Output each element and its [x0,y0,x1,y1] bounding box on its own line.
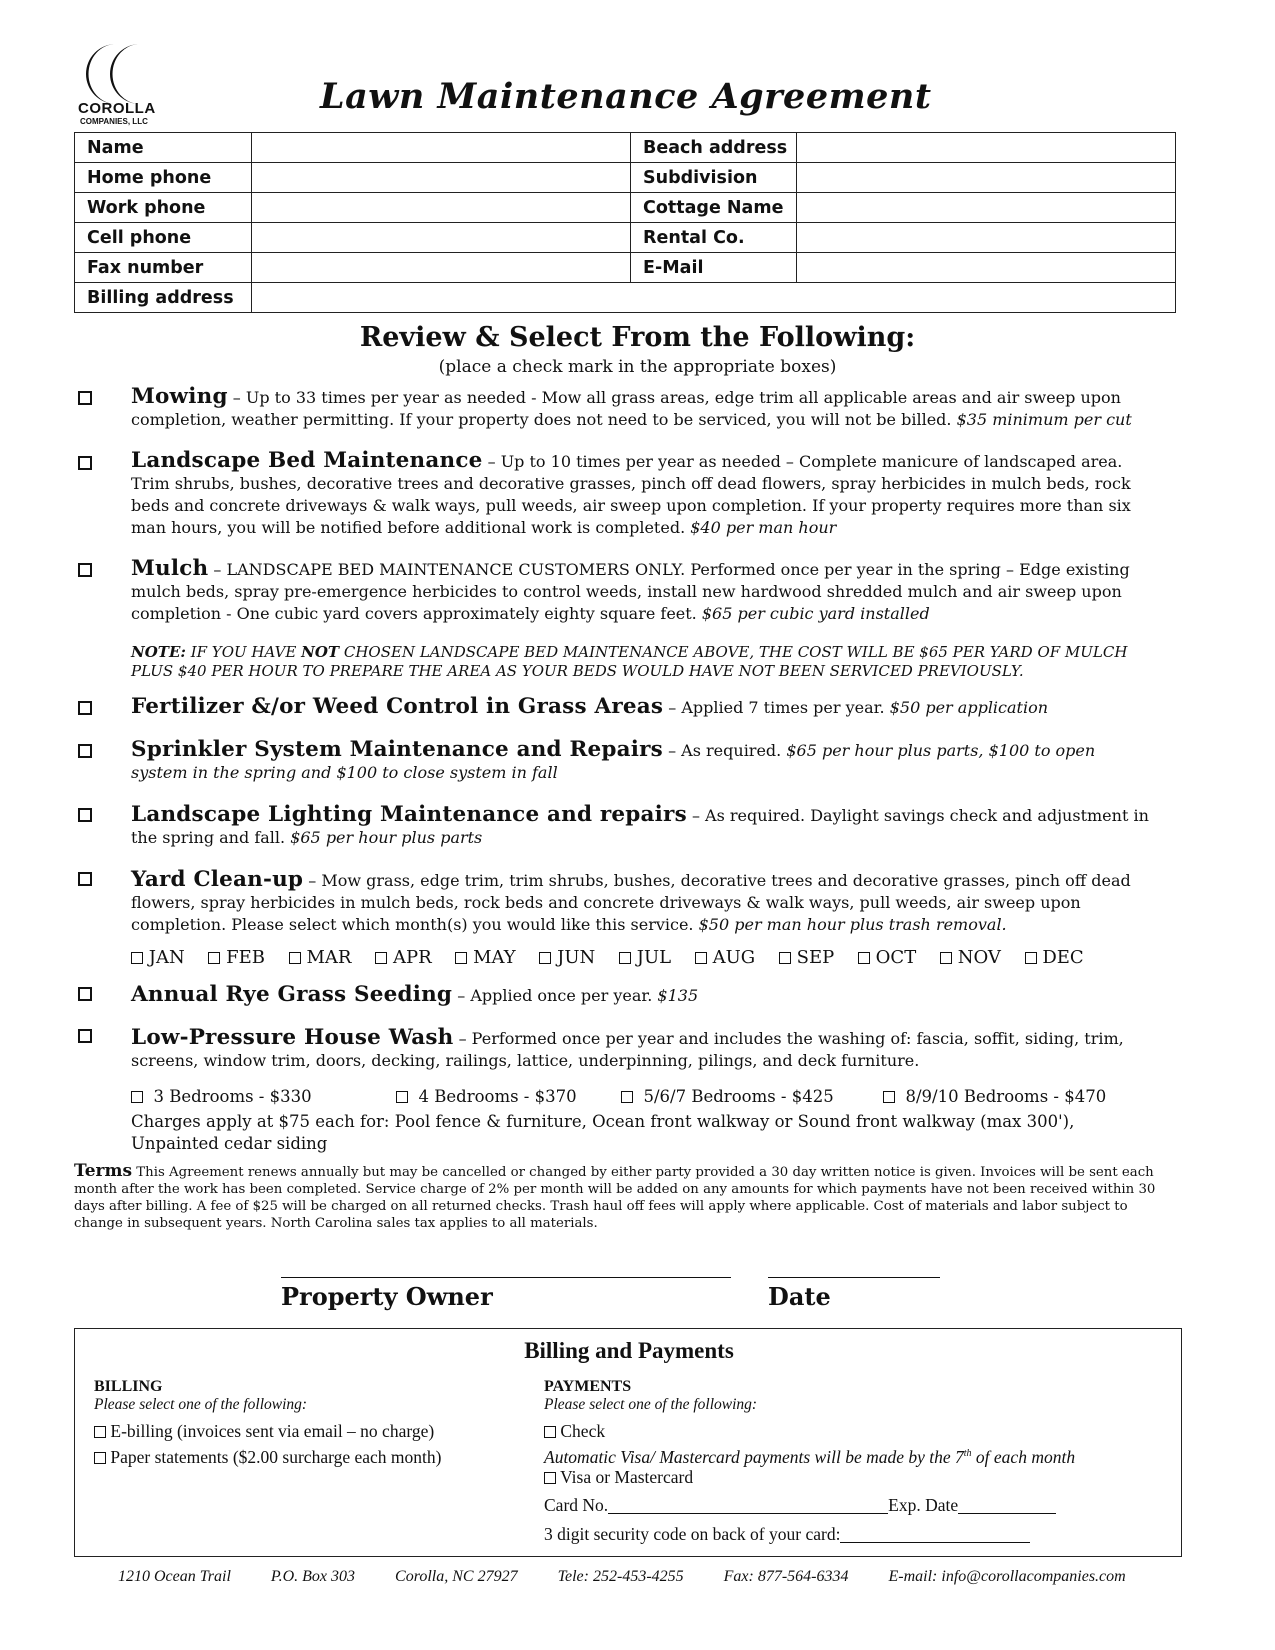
fertilizer-checkbox[interactable] [78,701,92,715]
ebilling-option[interactable]: E-billing (invoices sent via email – no charge) [94,1421,434,1442]
month-option[interactable]: NOV [940,947,1001,968]
review-heading: Review & Select From the Following: [359,322,916,353]
service-name: Mulch [131,556,209,581]
month-checkbox[interactable] [858,952,870,964]
month-option[interactable]: JAN [131,947,185,968]
table-row [75,223,1176,253]
note-label: NOTE: [131,643,186,661]
page-title: Lawn Maintenance Agreement [320,76,932,117]
card-number-label: Card No. [544,1495,609,1515]
month-option[interactable]: JUL [619,947,671,968]
month-checkbox[interactable] [539,952,551,964]
mulch-checkbox[interactable] [78,563,92,577]
landscape-bed-checkbox[interactable] [78,456,92,470]
email-field[interactable] [797,253,1176,283]
month-checkbox[interactable] [131,952,143,964]
service-price: $65 per hour plus parts [290,828,483,847]
sprinkler-checkbox[interactable] [78,744,92,758]
month-selector [131,947,1102,968]
billing-address-field[interactable] [252,283,1176,313]
home-phone-field[interactable] [252,163,631,193]
service-name: Landscape Bed Maintenance [131,448,483,473]
month-checkbox[interactable] [940,952,952,964]
field-label: E-Mail [631,253,797,283]
field-label: Home phone [75,163,252,193]
service-house-wash [131,1027,1156,1072]
service-name: Landscape Lighting Maintenance and repairs [131,802,687,827]
service-price: $40 per man hour [690,518,837,537]
billing-payments-title: Billing and Payments [524,1338,734,1363]
bedroom-checkbox[interactable] [883,1091,895,1103]
beach-address-field[interactable] [797,133,1176,163]
bedroom-checkbox[interactable] [621,1091,633,1103]
table-row [75,283,1176,313]
card-number-row [544,1495,1056,1516]
payments-instruction: Please select one of the following: [544,1396,758,1413]
month-checkbox[interactable] [779,952,791,964]
field-label: Fax number [75,253,252,283]
note-emphasis: NOT [301,643,340,661]
billing-instruction: Please select one of the following: [94,1396,308,1413]
month-checkbox[interactable] [695,952,707,964]
field-label: Work phone [75,193,252,223]
name-field[interactable] [252,133,631,163]
security-code-label: 3 digit security code on back of your card: [544,1524,841,1544]
rye-seeding-checkbox[interactable] [78,987,92,1001]
month-checkbox[interactable] [455,952,467,964]
service-rye-seeding [131,984,1156,1007]
service-name: Mowing [131,384,228,409]
service-price: $50 per application [889,698,1049,717]
table-row [75,253,1176,283]
security-code-row [544,1524,1030,1545]
footer-fax: Fax: 877-564-6334 [723,1568,849,1585]
service-lighting [131,804,1156,849]
field-label: Cottage Name [631,193,797,223]
month-checkbox[interactable] [289,952,301,964]
bedroom-option[interactable]: 3 Bedrooms - $330 [131,1087,312,1106]
owner-signature-line[interactable] [281,1277,731,1278]
subdivision-field[interactable] [797,163,1176,193]
service-description: – Applied 7 times per year. [663,698,890,717]
service-description: – Applied once per year. [452,986,658,1005]
visa-checkbox[interactable] [544,1472,556,1484]
paper-statements-checkbox[interactable] [94,1452,106,1464]
fax-number-field[interactable] [252,253,631,283]
table-row [75,163,1176,193]
service-description: – Up to 10 times per year as needed – Complete manicure of landscaped area. Trim shrubs, bushes, decorative trees and decorative grasses, pinch off dead flowers, spray herbicides in mulch beds, rock beds and concrete driveways & walk ways, pull weeds, air sweep upon completion. If your property requires more than six man hours, you will be notified before additional work is completed. [131,452,1131,537]
month-option[interactable]: MAR [289,947,352,968]
service-mulch [131,558,1156,625]
service-name: Fertilizer &/or Weed Control in Grass Areas [131,694,664,719]
field-label: Rental Co. [631,223,797,253]
service-yard-cleanup [131,869,1156,936]
extra-charges: Charges apply at $75 each for: Pool fence & furniture, Ocean front walkway or Sound front walkway (max 300'), Unpainted cedar siding [131,1112,1075,1153]
service-sprinkler [131,739,1156,784]
footer-email: E-mail: info@corollacompanies.com [888,1568,1126,1585]
logo-subtitle: COMPANIES, LLC [80,117,148,126]
table-row [75,193,1176,223]
billing-heading: BILLING [94,1378,163,1395]
field-label: Cell phone [75,223,252,253]
work-phone-field[interactable] [252,193,631,223]
service-name: Yard Clean-up [131,867,304,892]
terms-label: Terms [74,1161,133,1181]
month-checkbox[interactable] [375,952,387,964]
check-checkbox[interactable] [544,1426,556,1438]
cottage-name-field[interactable] [797,193,1176,223]
date-signature-line[interactable] [768,1277,940,1278]
service-price: $50 per man hour plus trash removal. [698,915,1007,934]
bedroom-option[interactable]: 5/6/7 Bedrooms - $425 [621,1087,834,1106]
month-checkbox[interactable] [208,952,220,964]
exp-date-label: Exp. Date [888,1495,959,1515]
terms-paragraph [74,1163,1176,1232]
service-description: – As required. [663,741,787,760]
yard-cleanup-checkbox[interactable] [78,872,92,886]
ebilling-checkbox[interactable] [94,1426,106,1438]
month-option[interactable]: FEB [208,947,265,968]
bedroom-checkbox[interactable] [396,1091,408,1103]
review-subheading: (place a check mark in the appropriate boxes) [438,357,837,377]
service-description: – Up to 33 times per year as needed - Mow all grass areas, edge trim all applicable areas and air sweep upon completion, weather permitting. If your property does not need to be serviced, you will not be billed. [131,388,1121,429]
service-fertilizer [131,696,1156,719]
table-row [75,133,1176,163]
service-description: – Mow grass, edge trim, trim shrubs, bushes, decorative trees and decorative grasses, pinch off dead flowers, spray herbicides in mulch beds, rock beds and concrete driveways & walk ways, pull weeds, air sweep upon completion. Please select which month(s) you would like this service. [131,871,1131,934]
security-code-field[interactable] [840,1542,1030,1543]
date-label: Date [768,1282,831,1311]
visa-option[interactable]: Visa or Mastercard [544,1467,693,1488]
note-text: IF YOU HAVE [185,643,302,661]
service-description: – Performed once per year and includes the washing of: fascia, soffit, siding, trim, screens, window trim, doors, decking, railings, lattice, underpinning, pilings, and deck furniture. [131,1029,1124,1070]
month-option[interactable]: JUN [539,947,595,968]
service-name: Sprinkler System Maintenance and Repairs [131,737,663,762]
auto-payment-note: Automatic Visa/ Mastercard payments will be made by the 7th of each month [544,1447,1076,1467]
service-name: Annual Rye Grass Seeding [131,982,453,1007]
service-description: – LANDSCAPE BED MAINTENANCE CUSTOMERS ONLY. Performed once per year in the spring – Edge existing mulch beds, spray pre-emergence herbicides to control weeds, install new hardwood shredded mulch and air sweep upon completion - One cubic yard covers approximately eighty square feet. [131,560,1130,623]
lighting-checkbox[interactable] [78,808,92,822]
bedroom-option[interactable]: 8/9/10 Bedrooms - $470 [883,1087,1106,1106]
field-label: Subdivision [631,163,797,193]
service-price: $135 [657,986,699,1005]
mowing-checkbox[interactable] [78,391,92,405]
service-landscape-bed [131,450,1156,539]
service-description: – As required. Daylight savings check and adjustment in the spring and fall. [131,806,1149,847]
month-checkbox[interactable] [1025,952,1037,964]
bedroom-checkbox[interactable] [131,1091,143,1103]
field-label: Billing address [75,283,252,313]
exp-date-field[interactable] [958,1513,1056,1514]
rental-co-field[interactable] [797,223,1176,253]
footer-contact [118,1568,1162,1586]
paper-statements-option[interactable]: Paper statements ($2.00 surcharge each month) [94,1447,441,1468]
cell-phone-field[interactable] [252,223,631,253]
service-price: $35 minimum per cut [956,410,1132,429]
month-checkbox[interactable] [619,952,631,964]
month-option[interactable]: DEC [1025,947,1084,968]
card-number-field[interactable] [608,1513,888,1514]
mulch-note [131,643,1171,681]
service-mowing [131,386,1156,431]
service-price: $65 per cubic yard installed [701,604,930,623]
footer-address: 1210 Ocean Trail [118,1568,231,1585]
check-option[interactable]: Check [544,1421,605,1442]
service-name: Low-Pressure House Wash [131,1025,454,1050]
month-option[interactable]: SEP [779,947,834,968]
field-label: Beach address [631,133,797,163]
terms-text: This Agreement renews annually but may be cancelled or changed by either party provided a 30 day written notice is given. Invoices will be sent each month after the work has been completed. Service charge of 2% per month will be added on any amounts for which payments have not been received within 30 days after billing. A fee of $25 will be charged on all returned checks. Trash haul off fees will apply where applicable. Cost of materials and labor subject to change in subsequent years. North Carolina sales tax applies to all materials. [74,1165,1156,1231]
footer-phone: Tele: 252-453-4255 [557,1568,684,1585]
footer-po-box: P.O. Box 303 [270,1568,356,1585]
month-option[interactable]: AUG [695,947,755,968]
month-option[interactable]: OCT [858,947,916,968]
field-label: Name [75,133,252,163]
month-option[interactable]: MAY [455,947,515,968]
customer-info-table [74,132,1176,313]
month-option[interactable]: APR [375,947,431,968]
note-text: CHOSEN LANDSCAPE BED MAINTENANCE ABOVE, THE COST WILL BE $65 PER YARD OF MULCH PLUS $40 PER HOUR TO PREPARE THE AREA AS YOUR BEDS WOULD HAVE NOT BEEN SERVICED PREVIOUSLY. [131,643,1128,680]
logo-name: COROLLA [78,100,156,117]
property-owner-label: Property Owner [281,1282,493,1311]
house-wash-checkbox[interactable] [78,1029,92,1043]
bedroom-option[interactable]: 4 Bedrooms - $370 [396,1087,577,1106]
footer-city: Corolla, NC 27927 [395,1568,518,1585]
service-price: $65 per hour plus parts, $100 to open system in the spring and $100 to close system in fall [131,741,1096,782]
payments-heading: PAYMENTS [544,1378,632,1395]
